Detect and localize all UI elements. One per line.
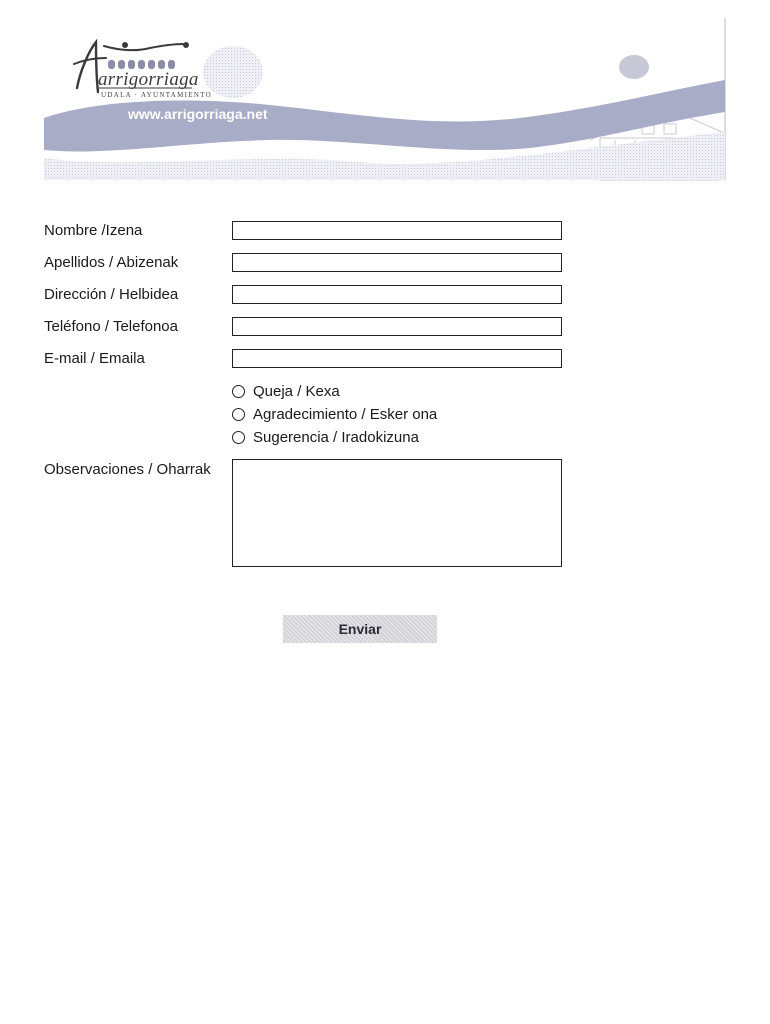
logo-subtitle: UDALA · AYUNTAMIENTO — [101, 91, 212, 99]
radio-option-complaint[interactable] — [232, 381, 340, 401]
observations-label: Observaciones / Oharrak — [44, 461, 211, 478]
phone-input[interactable] — [232, 317, 562, 336]
radio-option-thanks[interactable] — [232, 404, 437, 424]
radio-label: Sugerencia / Iradokizuna — [253, 428, 419, 446]
address-input[interactable] — [232, 285, 562, 304]
decorative-blob — [203, 46, 263, 98]
radio-circle-icon[interactable] — [232, 385, 245, 398]
email-input[interactable] — [232, 349, 562, 368]
address-label: Dirección / Helbidea — [44, 286, 179, 303]
logo-wordmark: arrigorriaga — [98, 69, 199, 90]
observations-textarea[interactable] — [232, 459, 562, 567]
surname-input[interactable] — [232, 253, 562, 272]
phone-label: Teléfono / Telefonoa — [44, 318, 178, 335]
radio-circle-icon[interactable] — [232, 431, 245, 444]
site-url: www.arrigorriaga.net — [128, 106, 268, 122]
email-label: E-mail / Emaila — [44, 350, 145, 367]
submit-button[interactable]: Enviar — [283, 615, 437, 643]
radio-label: Agradecimiento / Esker ona — [253, 405, 438, 423]
page-header — [0, 0, 770, 190]
name-input[interactable] — [232, 221, 562, 240]
surname-label: Apellidos / Abizenak — [44, 254, 179, 271]
radio-option-suggestion[interactable] — [232, 427, 419, 447]
name-label: Nombre /Izena — [44, 222, 143, 239]
radio-circle-icon[interactable] — [232, 408, 245, 421]
decorative-blob-small — [619, 55, 649, 79]
radio-label: Queja / Kexa — [253, 382, 340, 400]
